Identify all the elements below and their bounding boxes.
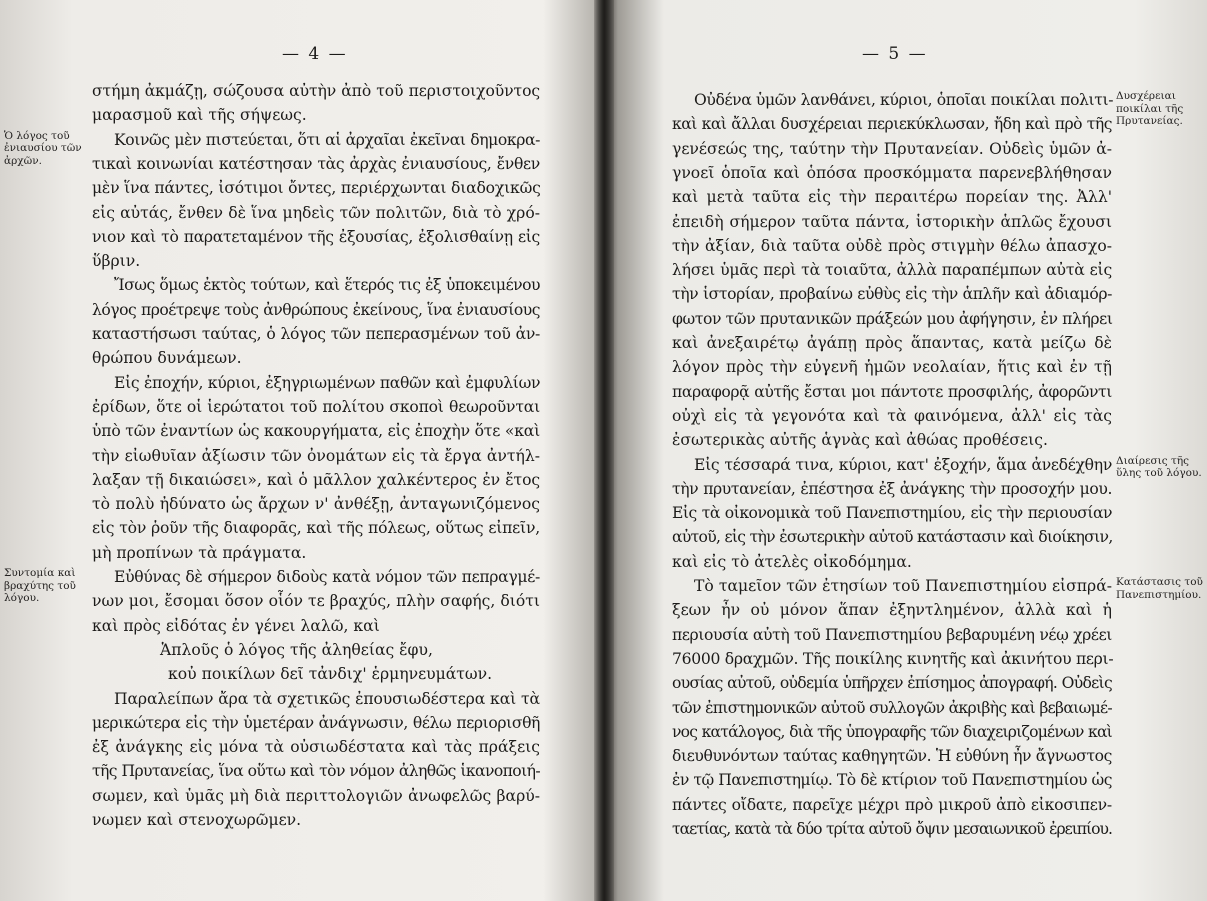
margin-note: Δυσχέρειαι ποικίλαι τῆς Πρυτανείας.	[1116, 90, 1184, 127]
text-line: ἐν τῷ Πανεπιστημίῳ. Τὸ δὲ κτίριον τοῦ Πανεπιστημίου ὡς	[672, 771, 1112, 790]
book-gutter	[594, 0, 614, 901]
text-line: ξεων ἦν οὐ μόνον ἅπαν ἐξηντλημένον, ἀλλὰ καὶ ἡ	[672, 601, 1112, 620]
text-line: σωμεν, καὶ ὑμᾶς μὴ διὰ περιττολογιῶν ἀνωφελῶς βαρύ-	[92, 786, 540, 805]
text-line: οὐχὶ εἰς τὰ γεγονότα καὶ τὰ φαινόμενα, ἀλλ' εἰς τὰς	[672, 406, 1112, 425]
text-line: λαξαν τῇ δικαιώσει», καὶ ὁ μᾶλλον χαλκέντερος ἐν ἔτος	[92, 470, 540, 489]
text-line: πάντες οἴδατε, παρεῖχε μέχρι πρὸ μικροῦ ἀπὸ εἰκοσιπεν-	[672, 795, 1112, 814]
text-line: ἐξ ἀνάγκης εἰς μόνα τὰ οὐσιωδέστατα καὶ τὰς πράξεις	[92, 738, 540, 757]
text-line: τὴν εἰωθυῖαν ἀξίωσιν τῶν ὀνομάτων εἰς τὰ ἔργα ἀντήλ-	[92, 446, 540, 465]
text-line: αὐτοῦ, εἰς τὴν ἐσωτερικὴν αὐτοῦ κατάστασιν καὶ διοίκησιν,	[672, 528, 1113, 547]
text-line: τικαὶ κοινωνίαι κατέστησαν τὰς ἀρχὰς ἐνιαυσίους, ἔνθεν	[92, 154, 540, 173]
text-line: καὶ καὶ ἄλλαι δυσχέρειαι περιεκύκλωσαν, ἤδη καὶ πρὸ τῆς	[672, 115, 1112, 134]
text-line: κοὐ ποικίλων δεῖ τἀνδιχ' ἑρμηνευμάτων.	[168, 665, 493, 684]
text-line: γενέσεώς της, ταύτην τὴν Πρυτανείαν. Οὐδεὶς ὑμῶν ἀ-	[672, 139, 1112, 158]
text-line: λόγον πρὸς τὴν εὐγενῆ ἡμῶν νεολαίαν, ἥτις καὶ ἐν τῇ	[672, 358, 1112, 377]
text-line: Τὸ ταμεῖον τῶν ἐτησίων τοῦ Πανεπιστημίου εἰσπρά-	[694, 577, 1112, 595]
text-line: νος κατάλογος, διὰ τῆς ὑπογραφῆς τῶν διαχειριζομένων καὶ	[672, 722, 1112, 741]
text-line: ἐσωτερικὰς αὐτῆς ἁγνὰς καὶ ἀθώας προθέσεις.	[672, 431, 1048, 450]
margin-note: Κατάστασις τοῦ Πανεπιστημίου.	[1116, 576, 1203, 601]
margin-note: Συντομία καὶ βραχύτης τοῦ λόγου.	[4, 567, 76, 604]
text-line: ἐρίδων, ὅτε οἱ ἱερώτατοι τοῦ πολίτου σκοποὶ θεωροῦνται	[92, 397, 540, 416]
text-line: Οὐδένα ὑμῶν λανθάνει, κύριοι, ὁποῖαι ποικίλαι πολιτι-	[694, 91, 1114, 109]
text-line: ἐπειδὴ σήμερον ταῦτα πάντα, ἱστορικὴν ἁπλῶς ἔχουσι	[672, 212, 1112, 231]
text-line: Εὐθύνας δὲ σήμερον διδοὺς κατὰ νόμον τῶν πεπραγμέ-	[114, 568, 540, 586]
page-number: — 4 —	[282, 44, 348, 64]
text-line: τὴν ἱστορίαν, προβαίνω εὐθὺς εἰς τὴν ἁπλῆν καὶ ἀδιαμόρ-	[672, 285, 1112, 304]
text-line: Εἰς τὰ οἰκονομικὰ τοῦ Πανεπιστημίου, εἰς τὴν περιουσίαν	[672, 504, 1112, 523]
text-line: Εἰς ἐποχήν, κύριοι, ἐξηγριωμένων παθῶν καὶ ἐμφυλίων	[114, 373, 541, 392]
text-line: ταετίας, κατὰ τὰ δύο τρίτα αὐτοῦ ὄψιν μεσαιωνικοῦ ἐρειπίου.	[672, 820, 1112, 838]
page-number: — 5 —	[862, 44, 928, 64]
text-line: λόγος προέτρεψε τοὺς ἀνθρώπους ἐκείνους, ἵνα ἐνιαυσίους	[92, 300, 540, 319]
text-line: καὶ πρὸς εἰδότας ἐν γένει λαλῶ, καὶ	[92, 616, 380, 635]
text-line: τὴν ἀξίαν, διὰ ταῦτα οὐδὲ πρὸς στιγμὴν θέλω ἀπασχο-	[672, 236, 1112, 255]
text-line: Εἰς τέσσαρά τινα, κύριοι, κατ' ἐξοχήν, ἅμα ἀνεδέχθην	[694, 455, 1112, 474]
text-line: Κοινῶς μὲν πιστεύεται, ὅτι αἱ ἀρχαῖαι ἐκεῖναι δημοκρα-	[114, 130, 540, 149]
text-line: νωμεν καὶ στενοχωρῶμεν.	[92, 811, 302, 829]
text-line: θρώπου δυνάμεων.	[92, 349, 242, 368]
text-line: μερικώτερα εἰς τὴν ὑμετέραν ἀνάγνωσιν, θέλω περιορισθῆ	[92, 713, 540, 732]
text-line: τὸ πολὺ ἠδύνατο ὡς ἄρχων ν' ἀνθέξῃ, ἀνταγωνιζόμενος	[92, 495, 540, 514]
text-line: τῆς Πρυτανείας, ἵνα οὕτω καὶ τὸν νόμον ἀληθῶς ἱκανοποιή-	[92, 762, 540, 781]
text-line: καὶ εἰς τὸ ἀτελὲς οἰκοδόμημα.	[672, 552, 912, 571]
text-line: καταστήσωσι ταύτας, ὁ λόγος τῶν πεπερασμένων τοῦ ἀν-	[92, 325, 540, 343]
text-line: στήμη ἀκμάζῃ, σώζουσα αὐτὴν ἀπὸ τοῦ περιστοιχοῦντος	[92, 82, 540, 100]
text-line: μὴ προπίνων τὰ πράγματα.	[92, 543, 307, 562]
margin-note: Ὁ λόγος τοῦ ἐνιαυσίου τῶν ἀρχῶν.	[4, 129, 82, 167]
text-line: περιουσία αὐτὴ τοῦ Πανεπιστημίου βεβαρυμένη νέῳ χρέει	[672, 625, 1112, 644]
text-line: ουσίας αὐτοῦ, οὐδεμία ὑπῆρχεν ἐπίσημος ἀπογραφή. Οὐδεὶς	[672, 674, 1112, 693]
text-line: μὲν ἵνα πάντες, ἰσότιμοι ὄντες, περιέρχωνται διαδοχικῶς	[92, 179, 541, 198]
text-line: τὴν πρυτανείαν, ἐπέστησα ἐξ ἀνάγκης τὴν προσοχήν μου.	[672, 479, 1112, 498]
text-line: ὕβριν.	[92, 252, 141, 271]
text-line: τῶν ἐπιστημονικῶν αὐτοῦ συλλογῶν ἀκριβὴς καὶ βεβαιωμέ-	[672, 698, 1112, 717]
text-line: γνοεῖ ὁποῖα καὶ ὁπόσα προσκόμματα παρενεβλήθησαν	[672, 163, 1112, 182]
text-line: 76000 δραχμῶν. Τῆς ποικίλης κινητῆς καὶ ἀκινήτου περι-	[672, 649, 1114, 668]
text-line: φωτον τῶν πρυτανικῶν πράξεών μου ἀφήγησιν, ἐν πλήρει	[672, 309, 1113, 328]
text-line: εἰς αὐτάς, ἔνθεν δὲ ἵνα μηδεὶς τῶν πολιτῶν, διὰ τὸ χρό-	[92, 203, 540, 222]
text-line: νιον καὶ τὸ παρατεταμένον τῆς ἐξουσίας, ἐξολισθαίνῃ εἰς	[92, 227, 540, 246]
text-line: παραφορᾷ αὐτῆς ἔσται μοι πάντοτε προσφιλής, ἀφορῶντι	[672, 382, 1112, 401]
text-line: εἰς τὸν ῥοῦν τῆς διαφορᾶς, καὶ τῆς πόλεως, οὕτως εἰπεῖν,	[92, 519, 540, 538]
text-line: ὑπὸ τῶν ἐναντίων ὡς κακουργήματα, εἰς ἐποχὴν ὅτε «καὶ	[92, 422, 540, 441]
text-line: καὶ ἀνεξαιρέτῳ ἀγάπῃ πρὸς ἅπαντας, κατὰ μείζω δὲ	[672, 334, 1112, 352]
text-line: καὶ μετὰ ταῦτα εἰς τὴν περαιτέρω πορείαν της. Ἀλλ'	[672, 188, 1112, 207]
text-line: μαρασμοῦ καὶ τῆς σήψεως.	[92, 106, 307, 125]
text-line: διευθυνόντων ταύτας καθηγητῶν. Ἡ εὐθύνη ἦν ἄγνωστος	[672, 747, 1112, 766]
text-line: Ἁπλοῦς ὁ λόγος τῆς ἀληθείας ἔφυ,	[160, 640, 433, 659]
text-line: Παραλείπων ἄρα τὰ σχετικῶς ἐπουσιωδέστερα καὶ τὰ	[114, 689, 540, 708]
text-line: λήσει ὑμᾶς περὶ τὰ τοιαῦτα, ἀλλὰ παραπέμπων αὐτὰ εἰς	[672, 261, 1112, 280]
text-line: νων μοι, ἔσομαι ὅσον οἷόν τε βραχύς, πλὴν σαφής, διότι	[92, 592, 540, 611]
text-line: Ἴσως ὅμως ἐκτὸς τούτων, καὶ ἕτερός τις ἐξ ὑποκειμένου	[114, 276, 540, 295]
margin-note: Διαίρεσις τῆς ὕλης τοῦ λόγου.	[1116, 454, 1202, 479]
